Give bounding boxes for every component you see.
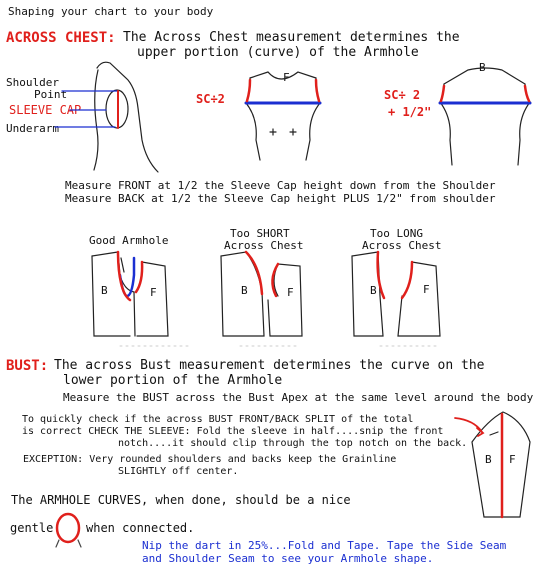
armhole-long-title-line2: Across Chest: [362, 239, 442, 252]
back-left-cap: [441, 86, 444, 101]
label-back-bodice: B: [479, 61, 486, 74]
check-line3: notch....it should clip through the top notch on the back.: [118, 438, 468, 449]
label-underarm: Underarm: [6, 122, 59, 135]
label-shoulder: Shoulder: [6, 76, 59, 89]
good-back-label: B: [101, 284, 108, 297]
back-bodice-figure: [440, 68, 530, 165]
front-left-cap: [247, 80, 250, 101]
armhole-curves-text: The ARMHOLE CURVES, when done, should be a nice: [11, 493, 351, 507]
note-line2: and Shoulder Seam to see your Armhole shape.: [142, 552, 434, 565]
sleeve-back-label: B: [485, 453, 492, 466]
good-front-label: F: [150, 286, 157, 299]
connected-word: when connected.: [86, 521, 195, 535]
bust-desc-line2: lower portion of the Armhole: [63, 373, 283, 388]
armhole-long-title-line1: Too LONG: [370, 227, 423, 240]
label-plus-half: + 1/2": [388, 105, 432, 119]
armhole-good-title: Good Armhole: [89, 234, 169, 247]
short-back-label: B: [241, 284, 248, 297]
armhole-oval-icon: [56, 514, 81, 547]
short-back-red: [246, 252, 262, 294]
check-line1: To quickly check if the across BUST FRONT/BACK SPLIT of the total: [22, 414, 414, 425]
gentle-word: gentle: [10, 521, 54, 535]
label-front-bodice: F: [283, 71, 290, 84]
check-line2: is correct CHECK THE SLEEVE: Fold the sleeve in half....snip the front: [22, 426, 444, 437]
armhole-short-title-line2: Across Chest: [224, 239, 304, 252]
short-front-red: [272, 264, 278, 296]
armhole-short-title-line1: Too SHORT: [230, 227, 290, 240]
note-line1: Nip the dart in 25%...Fold and Tape. Tape the Side Seam: [142, 539, 507, 552]
front-bodice-figure: [246, 72, 320, 160]
long-armhole-pattern: [352, 252, 440, 336]
back-right-cap: [525, 86, 529, 101]
across-chest-desc-line2: upper portion (curve) of the Armhole: [137, 45, 419, 60]
measure-back-text: Measure BACK at 1/2 the Sleeve Cap height PLUS 1/2" from shoulder: [65, 192, 496, 205]
good-front-red: [136, 262, 142, 292]
good-back-red: [118, 252, 130, 300]
across-chest-heading: ACROSS CHEST:: [6, 30, 116, 46]
long-front-label: F: [423, 283, 430, 296]
side-body-figure: [94, 62, 158, 172]
label-sc-half-back: SC÷ 2: [384, 88, 421, 102]
across-chest-desc-line1: The Across Chest measurement determines the: [123, 30, 460, 45]
bust-desc-line1: The across Bust measurement determines the curve on the: [54, 358, 485, 373]
label-sleeve-cap: SLEEVE CAP: [9, 103, 82, 117]
page-title: Shaping your chart to your body: [8, 5, 214, 18]
long-front-red: [402, 262, 412, 298]
exception-line1: EXCEPTION: Very rounded shoulders and backs keep the Grainline: [23, 454, 397, 465]
label-point: Point: [34, 88, 68, 101]
measure-front-text: Measure FRONT at 1/2 the Sleeve Cap height down from the Shoulder: [65, 179, 496, 192]
sleeve-front-label: F: [509, 453, 516, 466]
bust-measure-text: Measure the BUST across the Bust Apex at the same level around the body: [63, 391, 534, 404]
exception-line2: SLIGHTLY off center.: [118, 466, 239, 477]
front-right-cap: [316, 80, 319, 101]
short-front-label: F: [287, 286, 294, 299]
bust-heading: BUST:: [6, 358, 49, 374]
long-back-red: [378, 252, 384, 298]
long-back-label: B: [370, 284, 377, 297]
label-sc-half-front: SC÷2: [196, 92, 225, 106]
